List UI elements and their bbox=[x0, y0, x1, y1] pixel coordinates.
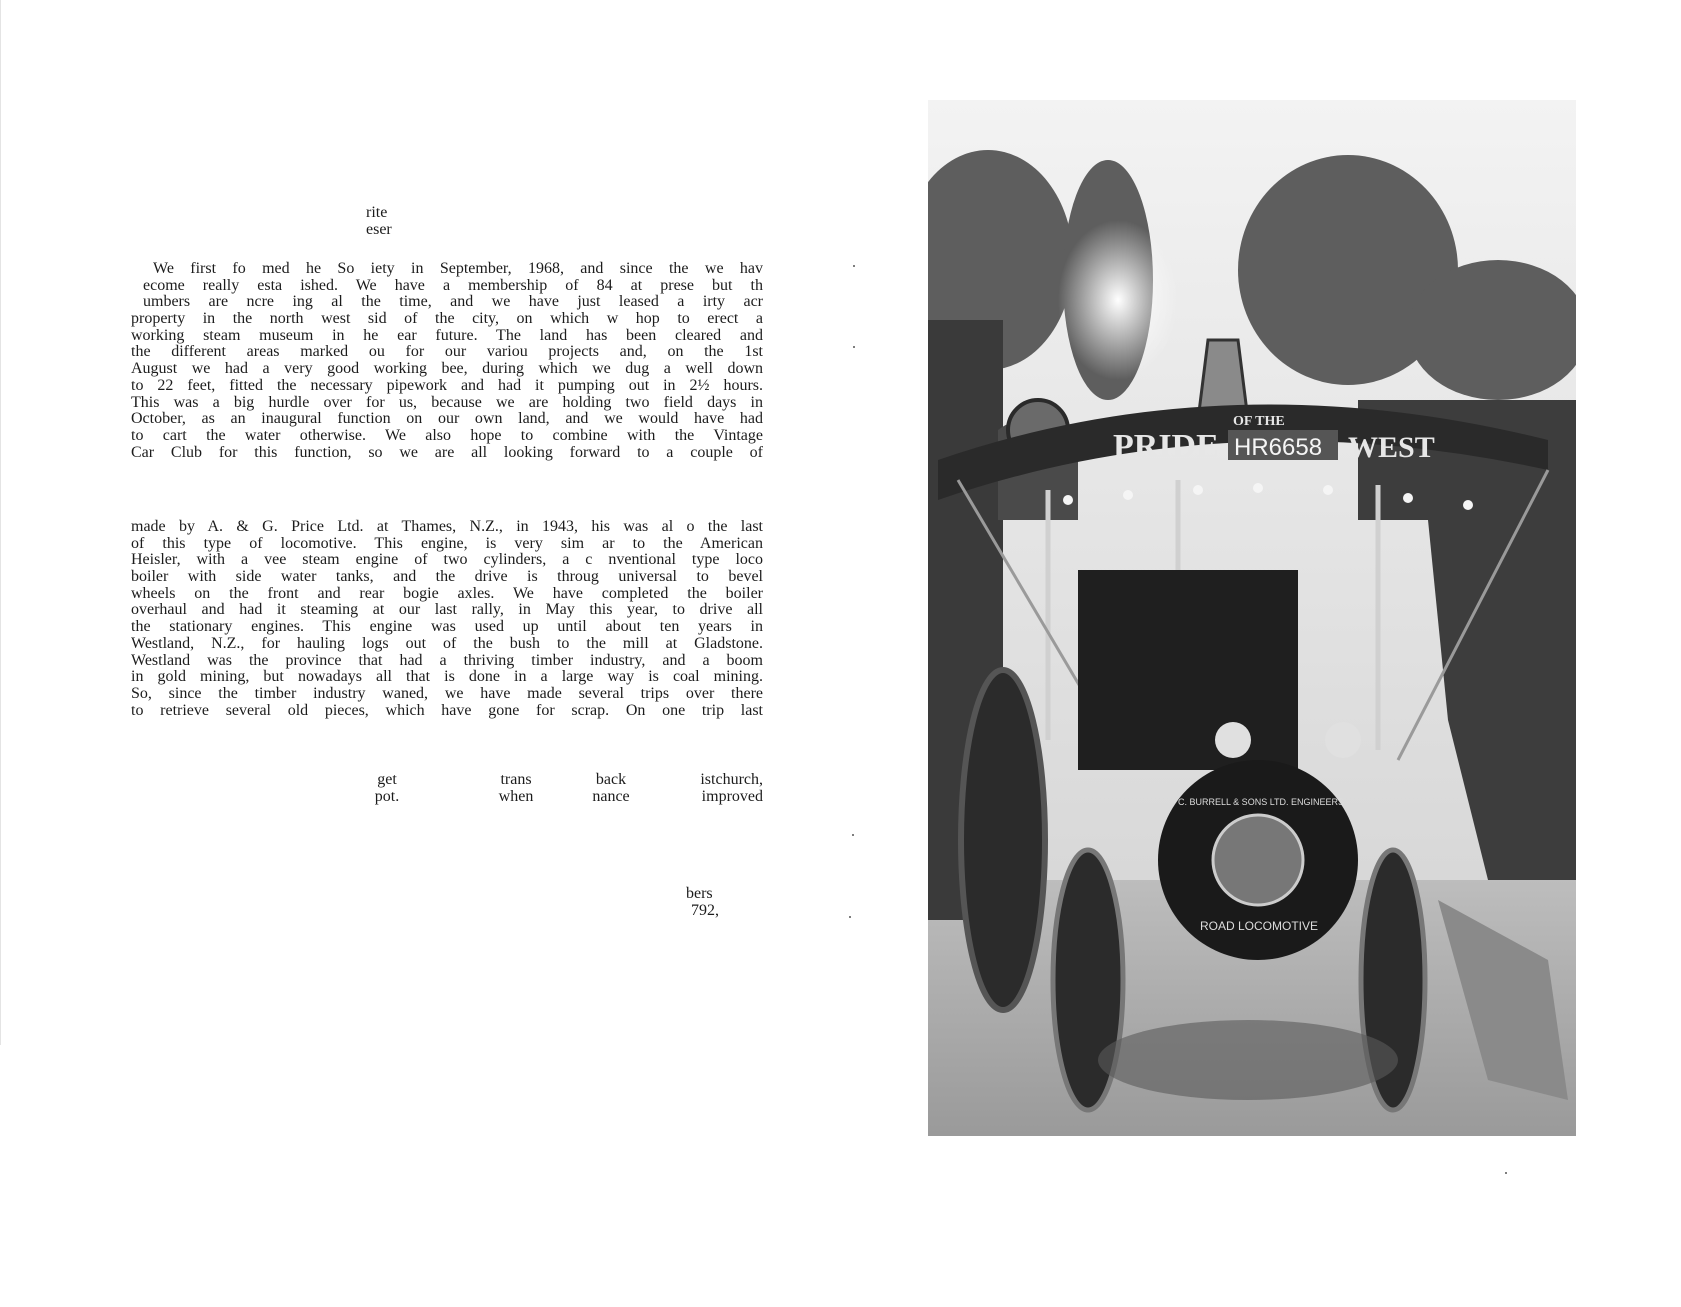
heading-fragment-1: rite bbox=[366, 204, 388, 221]
canopy-text-of-the: OF THE bbox=[1233, 414, 1285, 429]
paragraph-1-line: We first fo med he So iety in September, 1968, and since the we hav bbox=[153, 261, 763, 277]
paragraph-2-line: made by A. & G. Price Ltd. at Thames, N.Z., in 1943, his was al o the last bbox=[131, 519, 763, 535]
rear-wheel bbox=[961, 670, 1045, 1010]
paragraph-1-line: property in the north west sid of the city, on which w hop to erect a bbox=[131, 311, 763, 328]
paragraph-1-line: working steam museum in he ear future. The land has been cleared and bbox=[131, 327, 763, 344]
paragraph-1-line: umbers are ncre ing al the time, and we have just leased a irty acr bbox=[143, 294, 763, 311]
paragraph-2-line: So, since the timber industry waned, we have made several trips over there bbox=[131, 685, 763, 702]
speck bbox=[853, 265, 855, 267]
speck bbox=[852, 834, 854, 836]
canopy-text-pride: PRIDE bbox=[1113, 428, 1219, 465]
paragraph-2-line: the stationary engines. This engine was used up until about ten years in bbox=[131, 619, 763, 636]
fragment-column-3 bbox=[576, 771, 646, 805]
paragraph-2-line: boiler with side water tanks, and the drive is throug universal to bevel bbox=[131, 569, 763, 586]
steam-plume bbox=[1058, 220, 1178, 380]
canopy-text-west: WEST bbox=[1348, 431, 1435, 464]
traction-engine-illustration bbox=[928, 100, 1576, 1136]
number-plate-text: HR6658 bbox=[1234, 434, 1323, 461]
heading-fragment-2: eser bbox=[366, 221, 392, 238]
fragment-word: nance bbox=[592, 788, 630, 805]
fragment-word: improved bbox=[701, 788, 763, 805]
paragraph-2-line: to retrieve several old pieces, which have gone for scrap. On one trip last bbox=[131, 702, 763, 719]
fragment-row bbox=[131, 771, 763, 805]
smokebox-band-text: C. BURRELL & SONS LTD. ENGINEERS bbox=[1178, 797, 1345, 807]
paragraph-2-line: of this type of locomotive. This engine, is very sim ar to the American bbox=[131, 535, 763, 552]
speck bbox=[853, 346, 855, 348]
paragraph-2-line: wheels on the front and rear bogie axles. We have completed the boiler bbox=[131, 585, 763, 602]
speck bbox=[1505, 1172, 1507, 1174]
paragraph-2-line: Heisler, with a vee steam engine of two cylinders, a c nventional type loco bbox=[131, 552, 763, 569]
fragment-word: pot. bbox=[374, 788, 400, 805]
paragraph-1-line: the different areas marked ou for our variou projects and, on the 1st bbox=[131, 344, 763, 361]
fragment-tail-2: 792, bbox=[691, 902, 719, 919]
paragraph-1-line: to cart the water otherwise. We also hope to combine with the Vintage bbox=[131, 427, 763, 444]
paragraph-1-line: October, as an inaugural function on our own land, and we would have had bbox=[131, 411, 763, 428]
fragment-word: trans bbox=[500, 771, 532, 788]
smokebox-badge bbox=[1213, 815, 1303, 905]
paragraph-1-line: August we had a very good working bee, during which we dug a well down bbox=[131, 361, 763, 378]
paragraph-1 bbox=[131, 261, 763, 461]
paragraph-2 bbox=[131, 519, 763, 719]
fragment-word: get bbox=[377, 771, 397, 788]
paragraph-1-line: to 22 feet, fitted the necessary pipework and had it pumping out in 2½ hours. bbox=[131, 377, 763, 394]
fragment-tail-1: bers bbox=[686, 885, 713, 902]
fragment-column-1 bbox=[357, 771, 417, 805]
fragment-column-4 bbox=[678, 771, 763, 805]
wheel-shadow bbox=[1098, 1020, 1398, 1100]
paragraph-1-line: This was a big hurdle over for us, because we are holding two field days in bbox=[131, 394, 763, 411]
paragraph-2-line: overhaul and had it steaming at our last rally, in May this year, to drive all bbox=[131, 602, 763, 619]
paragraph-1-line: Car Club for this function, so we are all looking forward to a couple of bbox=[131, 444, 763, 461]
fragment-word: back bbox=[595, 771, 627, 788]
smokebox-lower-text: ROAD LOCOMOTIVE bbox=[1200, 919, 1319, 933]
traction-engine-photo bbox=[928, 100, 1576, 1136]
paragraph-2-line: Westland, N.Z., for hauling logs out of the bush to the mill at Gladstone. bbox=[131, 635, 763, 652]
fragment-word: istchurch, bbox=[700, 771, 763, 788]
paragraph-2-line: in gold mining, but nowadays all that is done in a large way is coal mining. bbox=[131, 669, 763, 686]
fragment-word: when bbox=[498, 788, 534, 805]
paragraph-2-line: Westland was the province that had a thriving timber industry, and a boom bbox=[131, 652, 763, 669]
fragment-column-2 bbox=[481, 771, 551, 805]
paragraph-1-line: ecome really esta ished. We have a membership of 84 at prese but th bbox=[143, 277, 763, 294]
speck bbox=[849, 916, 851, 918]
page-edge-shadow bbox=[0, 0, 1, 1045]
engine-body bbox=[1078, 570, 1298, 770]
